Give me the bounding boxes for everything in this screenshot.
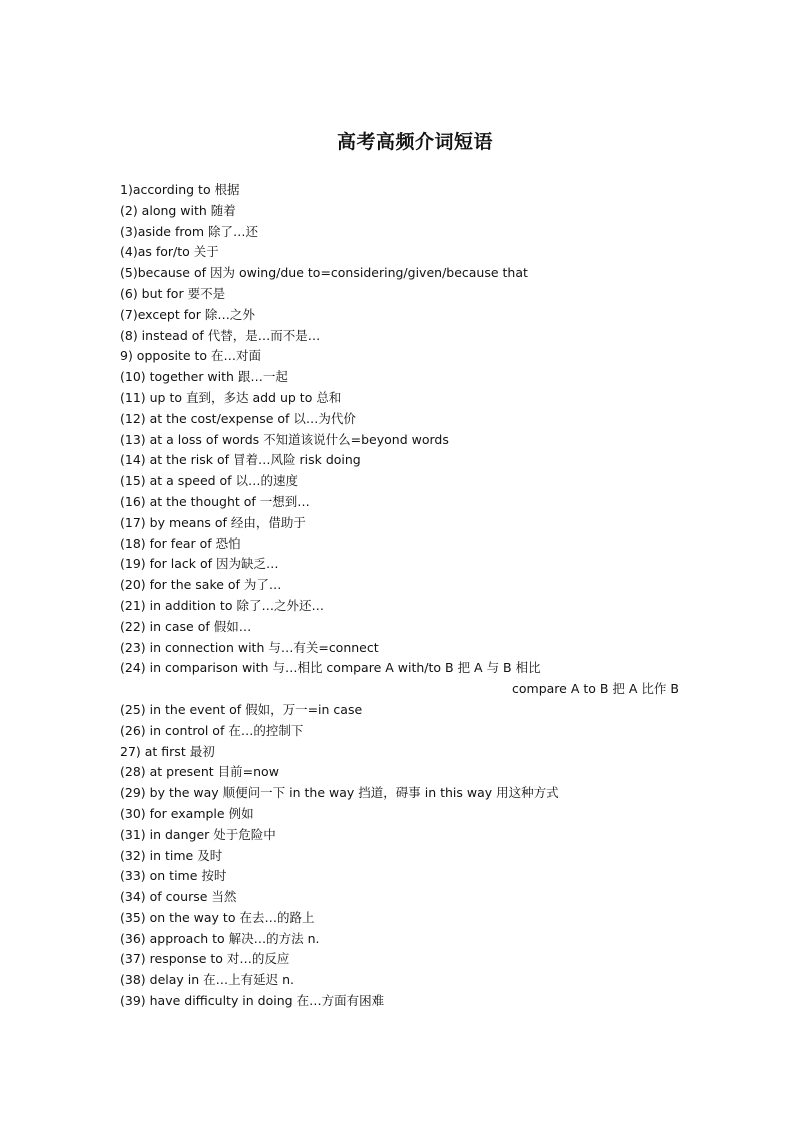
phrase-item: 9) opposite to 在…对面 bbox=[120, 348, 262, 364]
phrase-item: (15) at a speed of 以…的速度 bbox=[120, 473, 299, 489]
phrase-item: (10) together with 跟…一起 bbox=[120, 369, 288, 385]
phrase-item: (3)aside from 除了…还 bbox=[120, 223, 259, 239]
phrase-item: (11) up to 直到，多达 add up to 总和 bbox=[120, 389, 342, 405]
phrase-list bbox=[120, 180, 740, 1012]
phrase-item: (5)because of 因为 owing/due to=considering/given/because that bbox=[120, 265, 528, 281]
phrase-item: (37) response to 对…的反应 bbox=[120, 951, 290, 967]
phrase-item: (13) at a loss of words 不知道该说什么=beyond words bbox=[120, 431, 449, 447]
phrase-item: (35) on the way to 在去…的路上 bbox=[120, 909, 315, 925]
phrase-item: (19) for lack of 因为缺乏… bbox=[120, 556, 279, 572]
phrase-item: (18) for fear of 恐怕 bbox=[120, 535, 241, 551]
phrase-item: (2) along with 随着 bbox=[120, 202, 236, 218]
phrase-item: (16) at the thought of 一想到… bbox=[120, 493, 310, 509]
phrase-item: (4)as for/to 关于 bbox=[120, 244, 219, 260]
phrase-item: 27) at first 最初 bbox=[120, 743, 215, 759]
phrase-item: (12) at the cost/expense of 以…为代价 bbox=[120, 410, 356, 426]
phrase-item: (17) by means of 经由，借助于 bbox=[120, 514, 306, 530]
phrase-item: (31) in danger 处于危险中 bbox=[120, 826, 276, 842]
phrase-item: (20) for the sake of 为了… bbox=[120, 577, 282, 593]
phrase-item: (33) on time 按时 bbox=[120, 868, 227, 884]
phrase-item: (29) by the way 顺便问一下 in the way 挡道，碍事 in this way 用这种方式 bbox=[120, 785, 559, 801]
phrase-item: (39) have difficulty in doing 在…方面有困难 bbox=[120, 993, 385, 1009]
phrase-item: (6) but for 要不是 bbox=[120, 285, 226, 301]
phrase-item: (8) instead of 代替，是…而不是… bbox=[120, 327, 321, 343]
phrase-item: (14) at the risk of 冒着…风险 risk doing bbox=[120, 452, 361, 468]
phrase-item: (23) in connection with 与…有关=connect bbox=[120, 639, 379, 655]
phrase-item: (26) in control of 在…的控制下 bbox=[120, 722, 304, 738]
phrase-item: (7)except for 除…之外 bbox=[120, 306, 255, 322]
phrase-item: (30) for example 例如 bbox=[120, 805, 254, 821]
phrase-item: (32) in time 及时 bbox=[120, 847, 223, 863]
phrase-item: (36) approach to 解决…的方法 n. bbox=[120, 930, 320, 946]
phrase-item: (34) of course 当然 bbox=[120, 889, 237, 905]
phrase-item: (38) delay in 在…上有延迟 n. bbox=[120, 972, 294, 988]
phrase-item: (24) in comparison with 与…相比 compare A with/to B 把 A 与 B 相比 bbox=[120, 660, 541, 676]
phrase-item: (21) in addition to 除了…之外还… bbox=[120, 597, 324, 613]
phrase-item: (28) at present 目前=now bbox=[120, 764, 279, 780]
phrase-item: (22) in case of 假如… bbox=[120, 618, 252, 634]
phrase-item-continuation: compare A to B 把 A 比作 B bbox=[512, 681, 679, 697]
phrase-item: (25) in the event of 假如，万一=in case bbox=[120, 701, 363, 717]
document-title: 高考高频介词短语 bbox=[336, 131, 493, 153]
phrase-item: 1)according to 根据 bbox=[120, 182, 240, 197]
